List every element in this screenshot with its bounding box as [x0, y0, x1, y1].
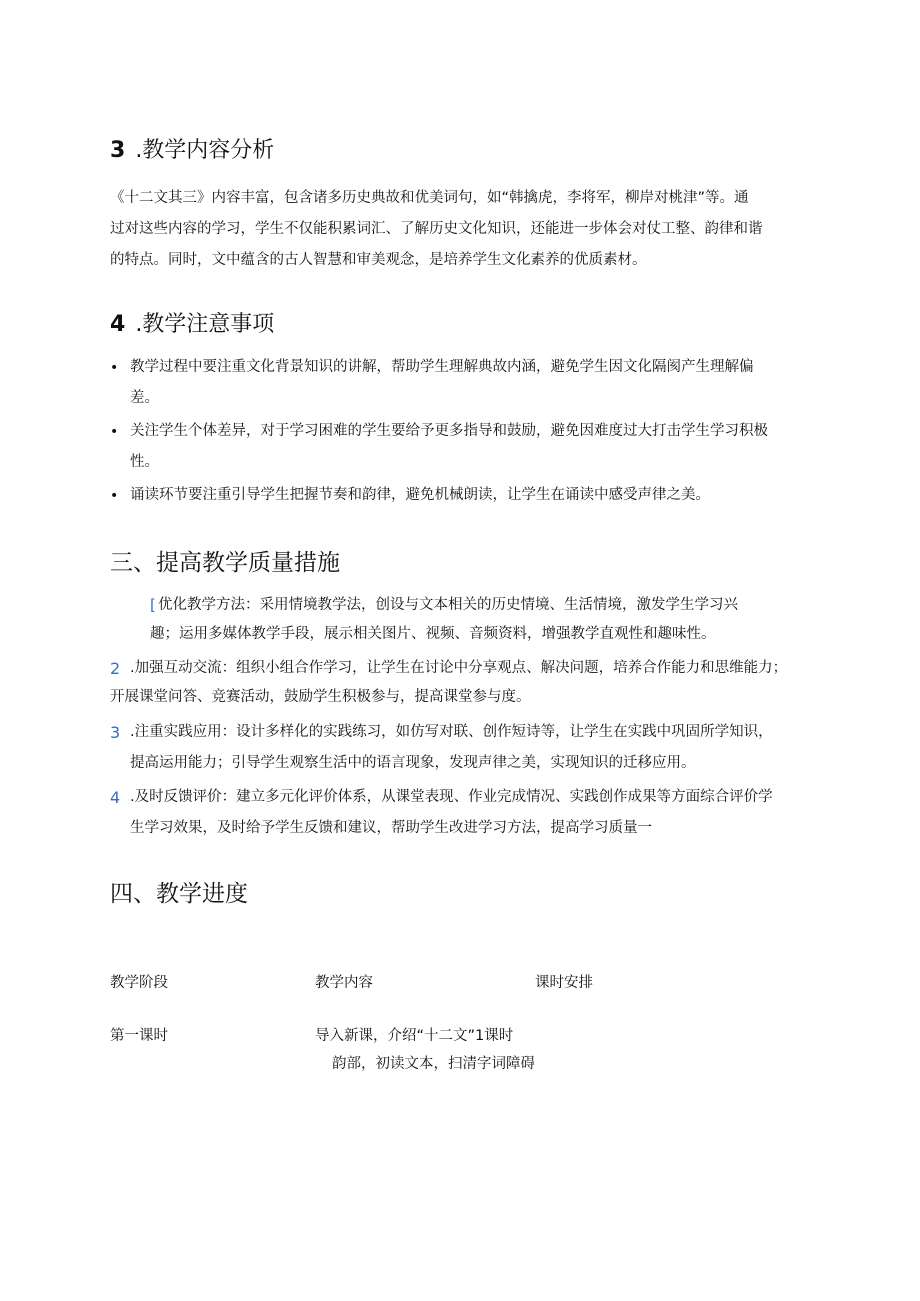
bullet-marker: • [110, 488, 119, 504]
measure-line: .加强互动交流：组织小组合作学习，让学生在讨论中分享观点、解决问题，培养合作能力和思维能力； [130, 660, 788, 676]
table-header-stage: 教学阶段 [110, 975, 168, 991]
bullet-line: 差。 [130, 390, 159, 406]
measure-line: 开展课堂问答、竞赛活动，鼓励学生积极参与，提高课堂参与度。 [110, 689, 531, 705]
bullet-marker: • [110, 360, 119, 376]
measure-item-continuation [110, 682, 531, 713]
bullet-line: 教学过程中要注重文化背景知识的讲解，帮助学生理解典故内涵，避免学生因文化隔阂产生理解偏 [130, 359, 754, 375]
bullet-line: 关注学生个体差异，对于学习困难的学生要给予更多指导和鼓励，避免因难度过大打击学生学习积极 [130, 423, 768, 439]
paragraph-line: 过对这些内容的学习，学生不仅能积累词汇、了解历史文化知识，还能进一步体会对仗工整、韵律和谐 [110, 221, 763, 237]
section-3-title: .教学内容分析 [135, 138, 275, 163]
measure-item [130, 717, 773, 779]
list-marker: 3 [110, 723, 121, 742]
table-cell-content: 导入新课，介绍“十二文”1课时 [315, 1028, 514, 1044]
list-marker: [ [150, 596, 156, 614]
measure-line: 趣；运用多媒体教学手段，展示相关图片、视频、音频资料，增强教学直观性和趣味性。 [150, 626, 716, 642]
measure-item [158, 590, 738, 621]
bullet-line: 性。 [130, 454, 159, 470]
bullet-item [130, 352, 754, 414]
table-header-content: 教学内容 [315, 975, 373, 991]
table-header-hours: 课时安排 [535, 975, 593, 991]
measure-line: .注重实践应用：设计多样化的实践练习，如仿写对联、创作短诗等，让学生在实践中巩固所学知识， [130, 724, 773, 740]
bullet-line: 诵读环节要注重引导学生把握节奏和韵律，避免机械朗读，让学生在诵读中感受声律之美。 [130, 487, 710, 503]
part-3-heading: 三、提高教学质量措施 [110, 550, 340, 576]
section-3-number: 3 [110, 138, 126, 163]
measure-item-continuation [150, 619, 716, 650]
paragraph-line: 《十二文其三》内容丰富，包含诸多历史典故和优美词句，如“韩擒虎，李将军，柳岸对桃津”等。通 [110, 190, 749, 206]
paragraph-line: 的特点。同时，文中蕴含的古人智慧和审美观念，是培养学生文化素养的优质素材。 [110, 252, 647, 268]
measure-line: 生学习效果，及时给予学生反馈和建议，帮助学生改进学习方法，提高学习质量一 [130, 820, 652, 836]
section-4-heading [110, 307, 274, 338]
table-cell-content-continuation: 韵部，初读文本，扫清字词障碍 [332, 1056, 535, 1072]
measure-line: 优化教学方法：采用情境教学法，创设与文本相关的历史情境、生活情境，激发学生学习兴 [158, 597, 738, 613]
section-3-heading [110, 133, 274, 164]
list-marker: 4 [110, 788, 121, 807]
bullet-item [130, 416, 768, 478]
table-cell-stage: 第一课时 [110, 1028, 168, 1044]
section-4-number: 4 [110, 312, 126, 337]
list-marker: 2 [110, 659, 121, 678]
section-3-paragraph [110, 183, 763, 276]
measure-item [130, 782, 773, 844]
part-4-heading: 四、教学进度 [110, 881, 248, 907]
measure-line: 提高运用能力；引导学生观察生活中的语言现象，发现声律之美，实现知识的迁移应用。 [130, 755, 696, 771]
bullet-marker: • [110, 424, 119, 440]
measure-item [130, 653, 787, 684]
bullet-item [130, 480, 710, 511]
section-4-title: .教学注意事项 [135, 312, 275, 337]
measure-line: .及时反馈评价：建立多元化评价体系，从课堂表现、作业完成情况、实践创作成果等方面综合评价学 [130, 789, 773, 805]
